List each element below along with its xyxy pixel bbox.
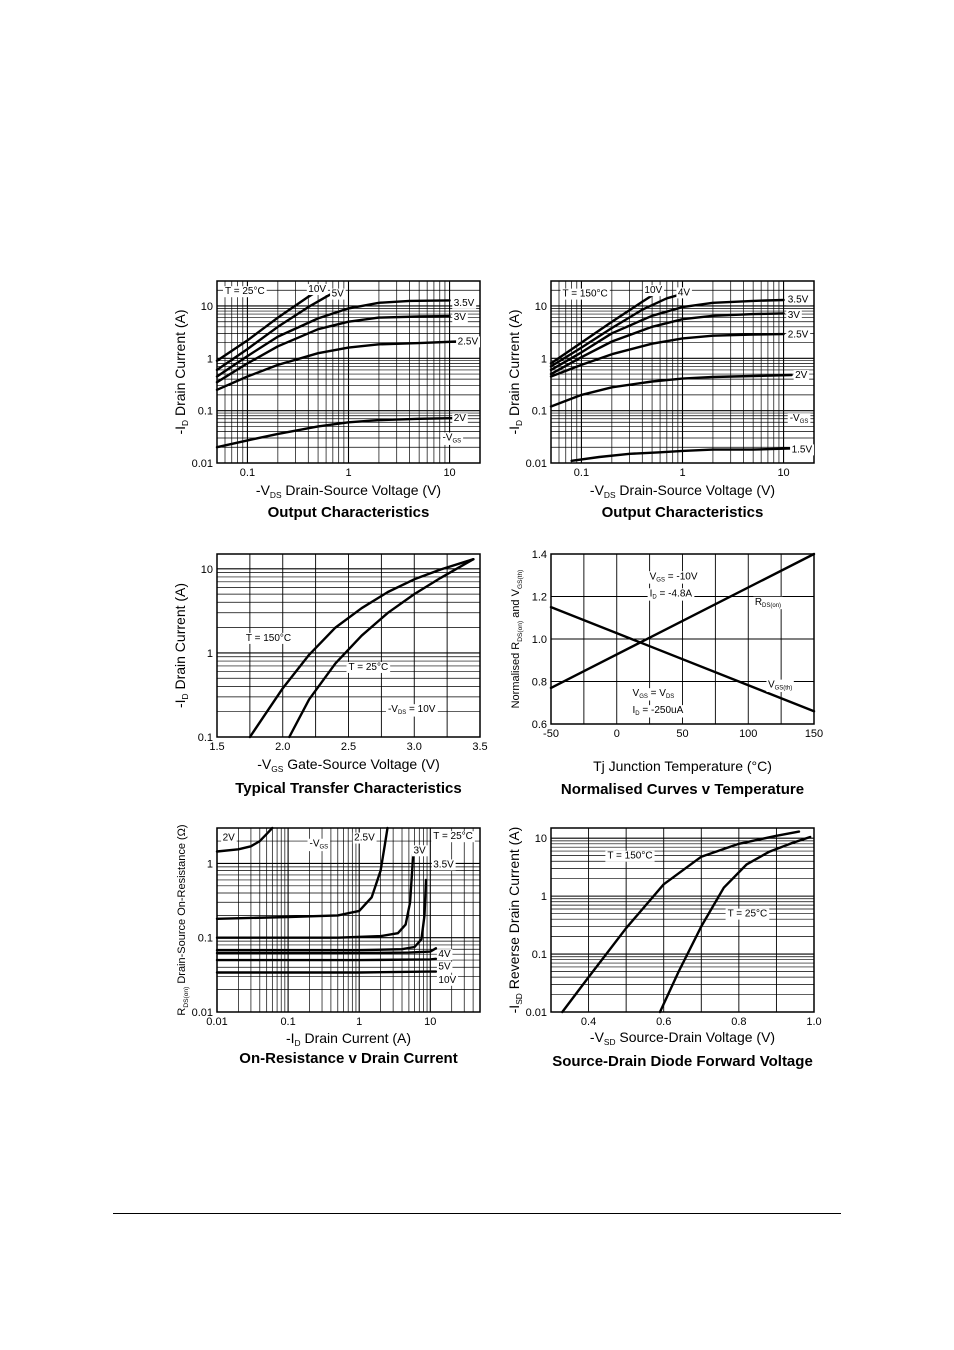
x-tick-label: 0.1 xyxy=(280,1016,296,1028)
x-axis-label: -VDS Drain-Source Voltage (V) xyxy=(589,482,776,501)
series-label: 5V xyxy=(438,961,451,973)
x-tick-label: -50 xyxy=(543,728,559,740)
grid xyxy=(217,554,480,737)
series-label: 2V xyxy=(795,370,808,382)
annotation: T = 150°C xyxy=(562,288,608,300)
y-axis-label: RDS(on) Drain-Source On-Resistance (Ω) xyxy=(176,824,190,1016)
series-label: 4V xyxy=(677,287,691,299)
series-label: 10V xyxy=(438,974,457,986)
x-tick-label: 10 xyxy=(424,1016,437,1028)
y-axis-label: -ISD Reverse Drain Current (A) xyxy=(506,826,525,1014)
series-line xyxy=(551,375,792,407)
y-tick-label: 0.8 xyxy=(531,676,547,689)
y-tick-label: 0.1 xyxy=(531,405,547,418)
x-tick-label: 3.0 xyxy=(406,741,422,753)
series-line xyxy=(250,559,474,737)
annotation: VGS = VDS xyxy=(632,688,675,701)
series-label: RDS(on) xyxy=(754,596,782,610)
annotation: T = 150°C xyxy=(607,850,653,862)
series-line xyxy=(660,837,810,1012)
x-tick-label: 0.1 xyxy=(573,467,590,479)
annotation: -VDS = 10V xyxy=(387,704,436,717)
x-tick-label: 2.5 xyxy=(340,741,357,753)
series-line xyxy=(572,448,792,460)
y-tick-label: 10 xyxy=(200,563,213,576)
x-tick-label: 100 xyxy=(739,728,758,740)
annotation: T = 25°C xyxy=(433,831,473,843)
series-label: 3.5V xyxy=(787,294,809,306)
footer-rule xyxy=(113,1213,841,1214)
series-line xyxy=(217,342,458,390)
annotation: ID = -250uA xyxy=(632,705,684,718)
chart-title: Typical Transfer Characteristics xyxy=(235,780,462,797)
x-tick-label: 1 xyxy=(356,1016,363,1028)
y-tick-label: 0.01 xyxy=(525,1007,547,1019)
y-tick-label: 1.0 xyxy=(531,634,547,646)
annotation: T = 25°C xyxy=(225,286,265,298)
x-tick-label: 1 xyxy=(345,467,352,479)
chart-4 xyxy=(510,549,823,798)
chart-title: Output Characteristics xyxy=(267,504,430,521)
chart-2 xyxy=(506,281,814,521)
y-tick-label: 1.4 xyxy=(531,549,547,561)
x-tick-label: 0.01 xyxy=(206,1016,228,1028)
x-axis-label: Tj Junction Temperature (°C) xyxy=(593,758,772,774)
x-tick-label: 1.5 xyxy=(209,741,225,753)
y-tick-label: 0.1 xyxy=(197,732,213,744)
annotation: T = 25°C xyxy=(348,661,389,673)
series-label: 5V xyxy=(331,288,344,300)
x-tick-label: 10 xyxy=(777,467,790,479)
grid xyxy=(551,828,814,1012)
series-label: 2.5V xyxy=(787,329,809,341)
x-axis-label: -VDS Drain-Source Voltage (V) xyxy=(255,482,442,501)
y-tick-label: 10 xyxy=(534,300,547,313)
x-tick-label: 10 xyxy=(443,467,456,479)
y-tick-label: 1 xyxy=(206,353,213,366)
series-label: 3V xyxy=(787,310,800,322)
series-line xyxy=(562,832,799,1012)
y-tick-label: 0.1 xyxy=(197,405,213,418)
y-tick-label: 0.1 xyxy=(197,932,213,945)
series-label: 3V xyxy=(453,311,466,323)
y-tick-label: 0.6 xyxy=(531,719,547,731)
series-label: 10V xyxy=(644,285,663,297)
x-tick-label: 0 xyxy=(613,728,620,740)
chart-5 xyxy=(176,824,480,1067)
annotation: VGS = -10V xyxy=(649,571,698,584)
y-axis-label: -ID Drain Current (A) xyxy=(506,309,525,435)
series-label: 4V xyxy=(438,949,451,961)
x-tick-label: 0.6 xyxy=(656,1016,672,1028)
y-tick-label: 10 xyxy=(200,300,213,313)
series-label: 3.5V xyxy=(433,859,454,871)
annotation: -VGS xyxy=(442,432,462,445)
y-tick-label: 1 xyxy=(540,891,547,904)
series-label: 1.5V xyxy=(791,444,813,456)
series-label: 10V xyxy=(308,284,327,296)
y-tick-label: 1 xyxy=(206,647,213,660)
y-tick-label: 1 xyxy=(540,353,547,366)
x-tick-label: 50 xyxy=(676,728,689,740)
y-tick-label: 0.01 xyxy=(191,458,213,470)
y-tick-label: 10 xyxy=(534,833,547,846)
annotation: ID = -4.8A xyxy=(649,588,693,601)
x-tick-label: 1.0 xyxy=(806,1016,822,1028)
series-label: 2V xyxy=(453,413,466,425)
x-tick-label: 3.5 xyxy=(472,741,488,753)
annotation: T = 150°C xyxy=(245,632,292,644)
chart-title: Output Characteristics xyxy=(601,504,764,521)
series-label: VGS(th) xyxy=(767,679,793,693)
x-tick-label: 2.0 xyxy=(275,741,291,753)
annotation: T = 25°C xyxy=(727,908,768,920)
x-tick-label: 0.4 xyxy=(580,1016,597,1028)
chart-1 xyxy=(172,281,480,521)
series-label: 2V xyxy=(222,832,235,844)
x-tick-label: 0.1 xyxy=(239,467,256,479)
y-axis-label: -ID Drain Current (A) xyxy=(172,309,191,435)
y-tick-label: 0.1 xyxy=(531,949,547,962)
series-line xyxy=(217,959,436,960)
series-line xyxy=(217,316,450,382)
y-tick-label: 1 xyxy=(206,858,213,871)
x-tick-label: 0.8 xyxy=(731,1016,747,1028)
chart-6 xyxy=(506,827,822,1070)
chart-title: Normalised Curves v Temperature xyxy=(560,781,805,798)
x-tick-label: 150 xyxy=(804,728,824,740)
annotation: -VGS xyxy=(789,413,809,426)
y-tick-label: 0.01 xyxy=(525,458,547,470)
y-axis-label: Normalised RDS(on) and VGS(th) xyxy=(510,569,524,709)
chart-title: On-Resistance v Drain Current xyxy=(239,1050,458,1067)
series-line xyxy=(217,972,436,973)
y-axis-label: -ID Drain Current (A) xyxy=(172,582,191,709)
x-axis-label: -VSD Source-Drain Voltage (V) xyxy=(589,1029,776,1048)
chart-title: Source-Drain Diode Forward Voltage xyxy=(552,1053,813,1070)
series-label: 3.5V xyxy=(453,297,475,309)
x-tick-label: 1 xyxy=(679,467,686,479)
x-axis-label: -ID Drain Current (A) xyxy=(285,1030,412,1049)
y-tick-label: 1.2 xyxy=(531,591,547,604)
series-label: 3V xyxy=(413,845,426,857)
chart-3 xyxy=(172,554,488,797)
annotation: -VGS xyxy=(309,838,329,852)
series-label: 2.5V xyxy=(457,336,479,348)
series-label: 2.5V xyxy=(354,832,375,844)
y-tick-label: 0.01 xyxy=(191,1007,213,1019)
x-axis-label: -VGS Gate-Source Voltage (V) xyxy=(257,756,440,775)
